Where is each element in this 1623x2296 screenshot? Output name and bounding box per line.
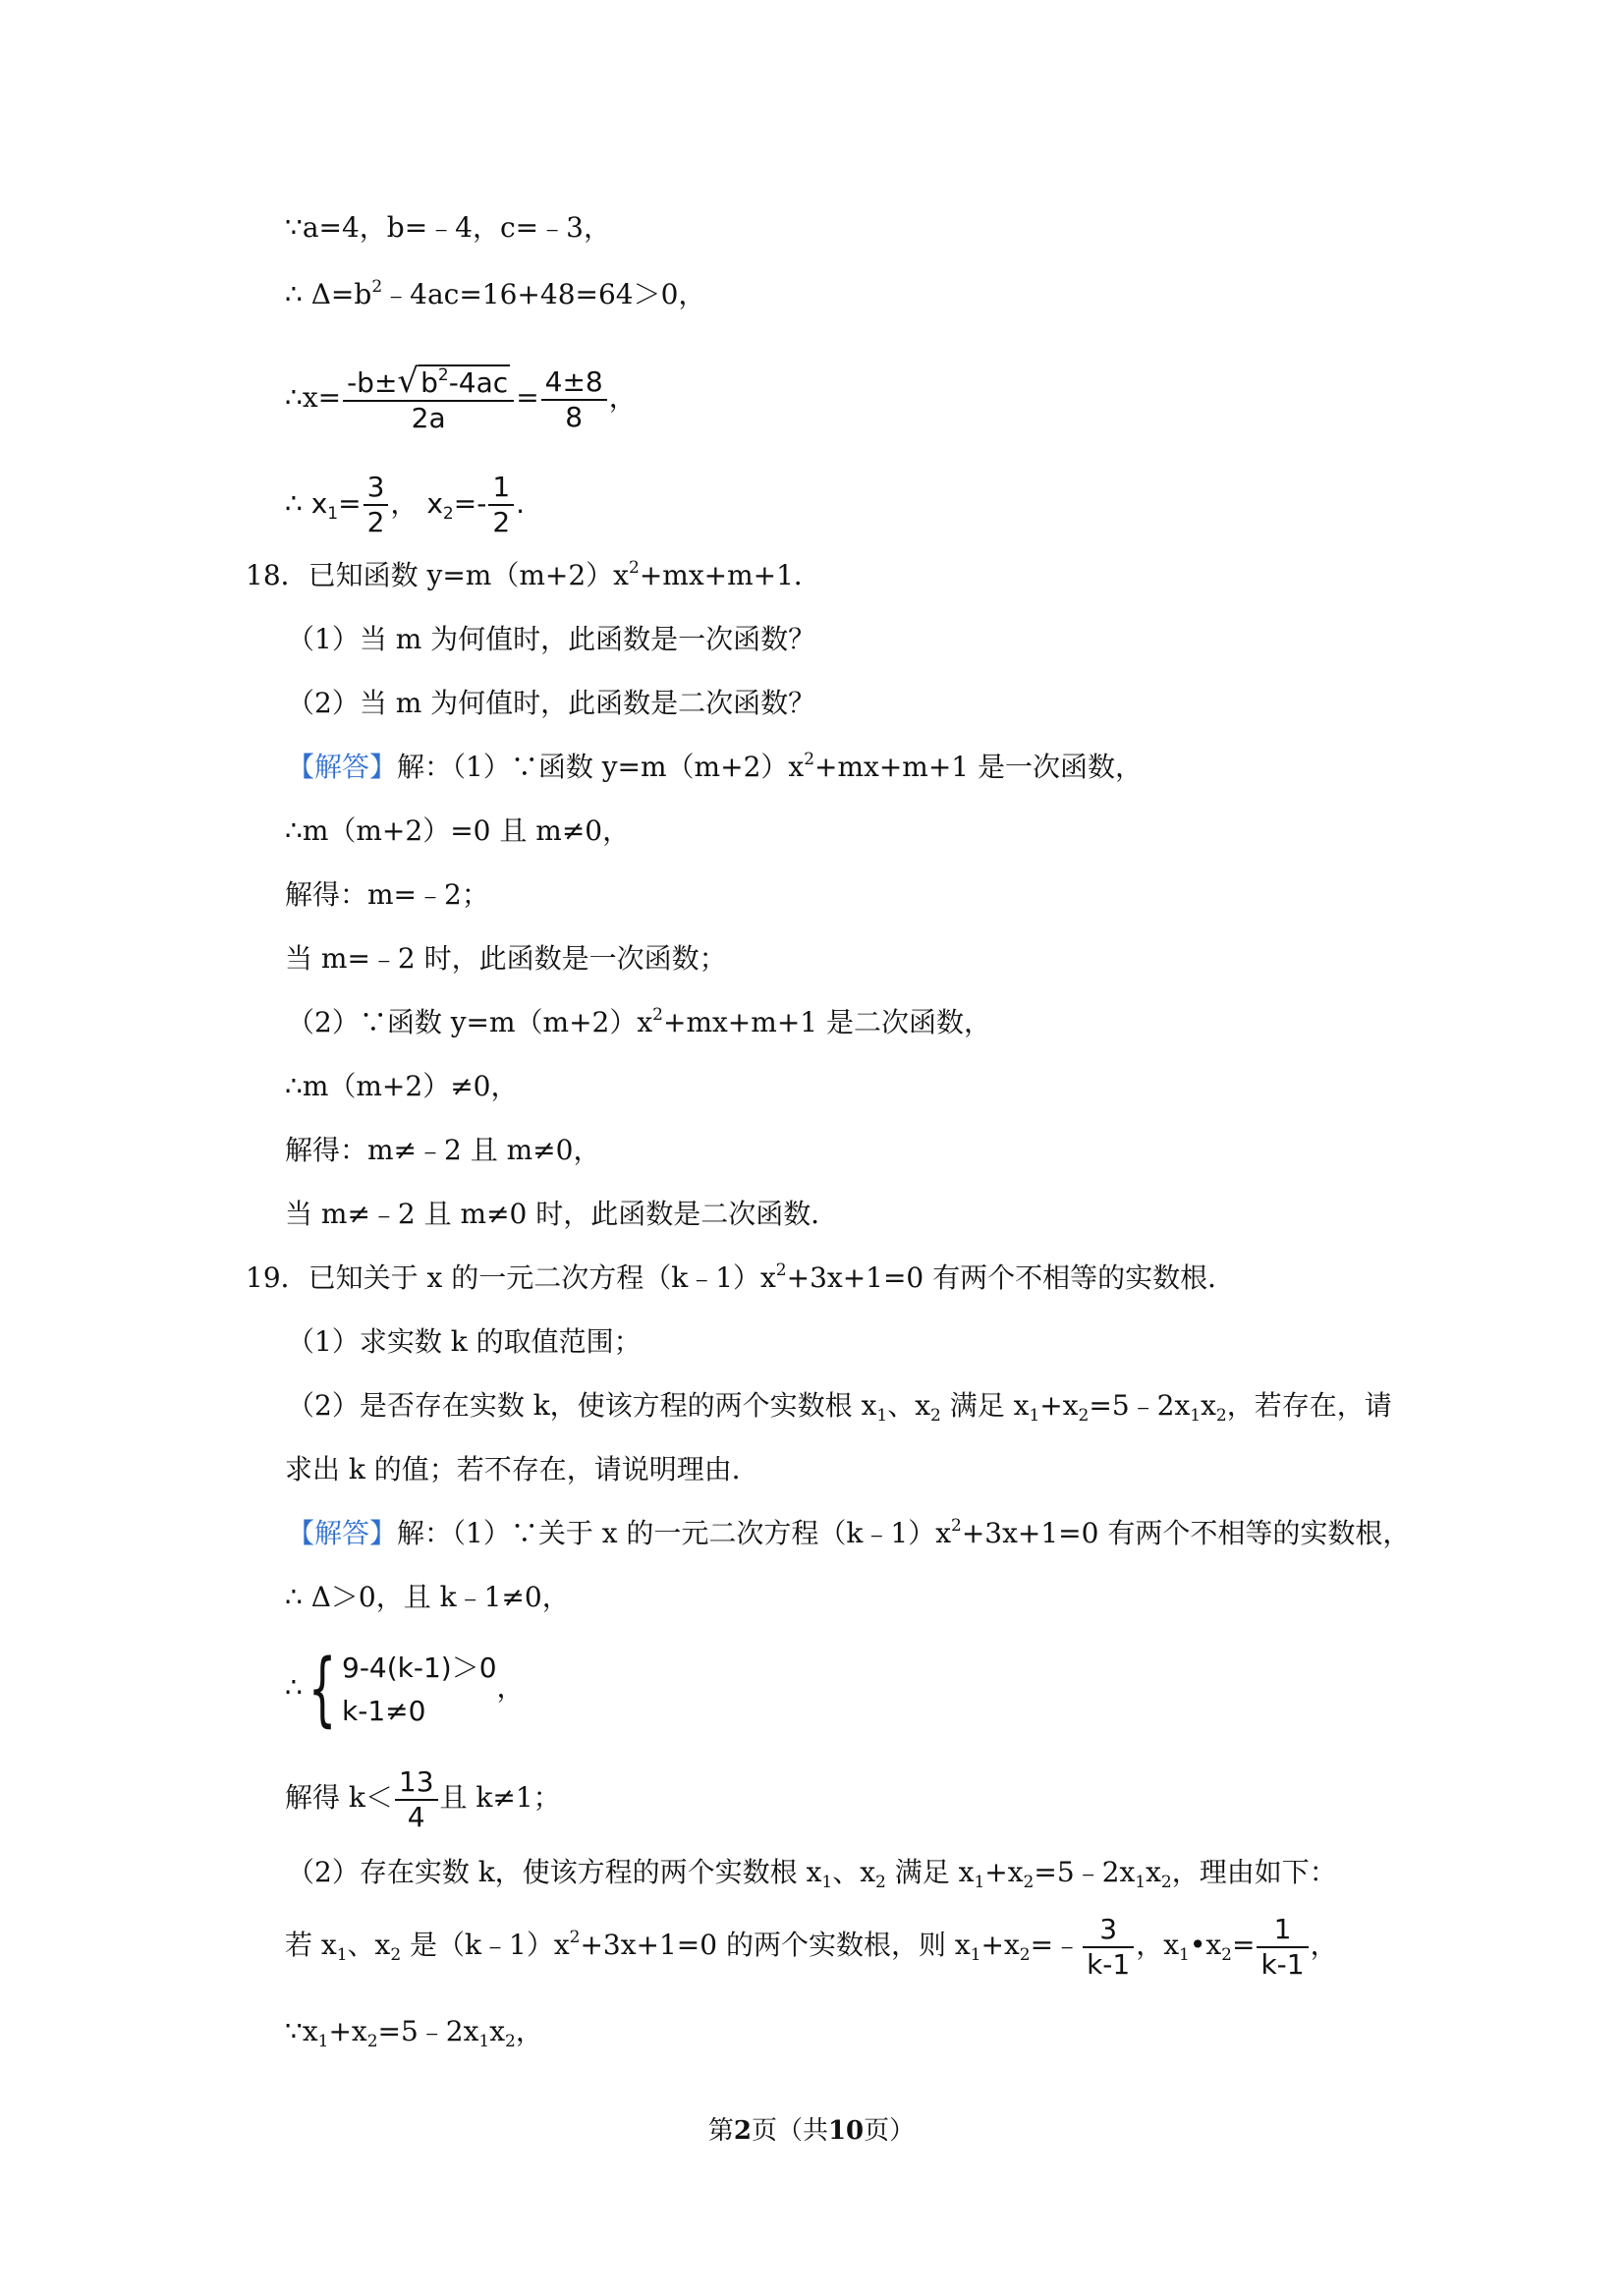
text-run: +3x+1=0 有两个不相等的实数根， <box>961 1517 1411 1549</box>
answer-18-line-5 <box>287 1003 991 1042</box>
fraction-x2 <box>488 471 514 539</box>
text-run: 解得 k＜ <box>285 1781 393 1814</box>
superscript: 2 <box>775 1260 787 1280</box>
question-19-part-2 <box>287 1386 1392 1426</box>
system-row-1: 9-4(k-1)＞0 <box>342 1651 497 1684</box>
subscript: 1 <box>317 2032 329 2051</box>
text-run: b <box>420 365 438 399</box>
text-run: （2）是否存在实数 k，使该方程的两个实数根 x <box>287 1389 877 1422</box>
superscript: 2 <box>371 277 383 297</box>
subscript: 1 <box>970 1945 981 1965</box>
text-run: 解：（1）∵函数 y=m（m+2）x <box>397 751 805 783</box>
answer-19-line-6 <box>285 1911 1338 1982</box>
fraction-value <box>541 365 607 434</box>
text-run: x <box>1146 1856 1161 1888</box>
fraction-product <box>1257 1913 1308 1982</box>
subscript: 2 <box>442 504 454 524</box>
subscript: 2 <box>1023 1873 1035 1892</box>
fraction-denominator: 8 <box>565 400 584 433</box>
fraction-numerator: 1 <box>488 471 514 506</box>
fraction-numerator: 4±8 <box>541 365 607 401</box>
answer-18-line-6: ∴m（m+2）≠0， <box>285 1070 519 1102</box>
radicand <box>419 364 510 400</box>
text-run: +3x+1=0 的两个实数根，则 x <box>580 1929 971 1961</box>
question-18-part-1: （1）当 m 为何值时，此函数是一次函数？ <box>287 623 816 655</box>
subscript: 2 <box>390 1945 402 1965</box>
text-run: 且 k≠1； <box>439 1781 561 1814</box>
question-19-stem <box>246 1259 1235 1298</box>
text-run: -4ac <box>448 365 509 399</box>
text-run: ∵x <box>285 2015 318 2047</box>
text-run: 是（k﹣1）x <box>401 1929 570 1961</box>
answer-tag: 【解答】 <box>287 1517 398 1549</box>
subscript: 2 <box>1215 1406 1227 1426</box>
text-run: = <box>516 381 539 414</box>
text-run: ， <box>608 381 637 414</box>
fraction-x1 <box>364 471 389 539</box>
text-run: =5﹣2x <box>1089 1389 1191 1422</box>
text-run: •x <box>1189 1929 1222 1961</box>
text-run: 19．已知关于 x 的一元二次方程（k﹣1）x <box>246 1261 776 1294</box>
text-run: -b± <box>347 365 398 399</box>
page-total: 10 <box>827 2116 865 2146</box>
text-run: x <box>489 2015 506 2047</box>
text-run: ∴ x <box>285 487 328 520</box>
text-run: ，若存在，请 <box>1226 1389 1392 1422</box>
text-run: （2）∵函数 y=m（m+2）x <box>287 1006 653 1038</box>
text-run: +mx+m+1 是一次函数， <box>814 751 1144 783</box>
text-run: =﹣ <box>1030 1929 1082 1961</box>
text-run: ∴ <box>285 1671 303 1704</box>
subscript: 2 <box>1019 1945 1031 1965</box>
text-run: =- <box>453 487 487 520</box>
text-run: =5﹣2x <box>377 2015 479 2047</box>
fraction-sum <box>1083 1913 1134 1982</box>
subscript: 1 <box>336 1945 348 1965</box>
text-run: 满足 x <box>885 1856 975 1888</box>
fraction-denominator: 2 <box>366 506 385 538</box>
fraction-k-bound <box>395 1765 438 1834</box>
answer-tag: 【解答】 <box>287 751 398 783</box>
fraction-denominator: k-1 <box>1087 1947 1131 1981</box>
subscript: 1 <box>1179 1945 1190 1965</box>
text-run: ，x <box>1136 1929 1180 1961</box>
text-run: 、x <box>347 1929 391 1961</box>
superscript: 2 <box>628 558 640 578</box>
page-footer <box>0 2110 1623 2147</box>
fraction-numerator: 3 <box>1083 1913 1134 1948</box>
superscript: 2 <box>437 364 449 385</box>
question-19-part-1: （1）求实数 k 的取值范围； <box>287 1325 642 1358</box>
subscript: 1 <box>327 504 339 524</box>
text-run: +mx+m+1． <box>639 559 821 591</box>
text-run: = <box>338 487 362 520</box>
text-run: +x <box>980 1929 1020 1961</box>
footer-text: 页（共 <box>751 2116 828 2146</box>
answer-19-line-2: ∴ Δ＞0，且 k﹣1≠0， <box>285 1581 570 1613</box>
question-18-stem <box>246 556 821 595</box>
text-run: ， x <box>390 487 443 520</box>
answer-18-line-3: 解得：m=﹣2； <box>285 878 489 911</box>
subscript: 2 <box>1221 1945 1232 1965</box>
line-abc-values: ∵a=4，b=﹣4，c=﹣3， <box>285 211 611 244</box>
fraction-formula <box>343 361 514 435</box>
text-run: ∴x= <box>285 381 342 414</box>
answer-19-line-1 <box>287 1514 1410 1553</box>
answer-18-line-1 <box>287 748 1143 787</box>
system-rows <box>342 1647 497 1733</box>
line-roots <box>285 470 525 539</box>
answer-18-line-4: 当 m=﹣2 时，此函数是一次函数； <box>285 942 727 975</box>
fraction-numerator <box>343 361 514 402</box>
answer-19-inequality-system <box>285 1639 525 1737</box>
text-run: 、x <box>887 1389 931 1422</box>
text-run: = <box>1231 1929 1256 1961</box>
subscript: 1 <box>974 1873 985 1892</box>
answer-18-line-2: ∴m（m+2）=0 且 m≠0， <box>285 814 631 847</box>
text-run: 18．已知函数 y=m（m+2）x <box>246 559 629 591</box>
fraction-numerator: 3 <box>364 471 389 506</box>
fraction-numerator: 13 <box>395 1765 438 1801</box>
page-number: 2 <box>733 2116 752 2146</box>
text-run: =5﹣2x <box>1034 1856 1136 1888</box>
text-run: ， <box>496 1671 525 1704</box>
subscript: 2 <box>1160 1873 1172 1892</box>
answer-19-line-4 <box>285 1764 561 1834</box>
question-18-part-2: （2）当 m 为何值时，此函数是二次函数？ <box>287 687 816 719</box>
subscript: 2 <box>366 2032 378 2051</box>
fraction-denominator: 2a <box>411 401 446 434</box>
subscript: 1 <box>1135 1873 1147 1892</box>
fraction-numerator: 1 <box>1257 1913 1308 1948</box>
fraction-denominator: 2 <box>492 506 511 538</box>
text-run: +x <box>1039 1389 1079 1422</box>
text-run: ，理由如下： <box>1171 1856 1337 1888</box>
answer-18-line-8: 当 m≠﹣2 且 m≠0 时，此函数是二次函数． <box>285 1198 839 1230</box>
footer-text: 页） <box>864 2116 916 2146</box>
superscript: 2 <box>804 750 815 769</box>
text-run: +x <box>984 1856 1024 1888</box>
superscript: 2 <box>652 1005 663 1025</box>
footer-text: 第 <box>707 2116 734 2146</box>
text-run: ， <box>515 2015 543 2047</box>
subscript: 1 <box>478 2032 490 2051</box>
subscript: 1 <box>1029 1406 1040 1426</box>
text-run: 、x <box>832 1856 876 1888</box>
subscript: 1 <box>821 1873 833 1892</box>
text-run: +3x+1=0 有两个不相等的实数根． <box>786 1261 1236 1294</box>
text-run: . <box>516 487 526 520</box>
subscript: 1 <box>876 1406 888 1426</box>
superscript: 2 <box>951 1516 962 1536</box>
text-run: ﹣4ac=16+48=64＞0， <box>382 278 706 310</box>
text-run: 满足 x <box>940 1389 1030 1422</box>
text-run: x <box>1201 1389 1216 1422</box>
text-run: ∴ Δ=b <box>285 278 372 310</box>
text-run: +mx+m+1 是二次函数， <box>663 1006 991 1038</box>
subscript: 2 <box>875 1873 886 1892</box>
subscript: 2 <box>1078 1406 1090 1426</box>
answer-18-line-7: 解得：m≠﹣2 且 m≠0， <box>285 1134 601 1166</box>
left-brace: { <box>308 1642 337 1736</box>
subscript: 1 <box>1190 1406 1202 1426</box>
line-quadratic-formula <box>285 361 637 435</box>
text-run: +x <box>328 2015 367 2047</box>
text-run: （2）存在实数 k，使该方程的两个实数根 x <box>287 1856 822 1888</box>
line-discriminant <box>285 275 705 314</box>
radical-sign: √ <box>397 361 420 401</box>
system-row-2: k-1≠0 <box>342 1694 426 1727</box>
text-run: 解：（1）∵关于 x 的一元二次方程（k﹣1）x <box>397 1517 951 1549</box>
subscript: 2 <box>505 2032 516 2051</box>
answer-19-line-7 <box>285 2012 543 2051</box>
text-run: 若 x <box>285 1929 337 1961</box>
fraction-denominator: k-1 <box>1260 1947 1305 1981</box>
text-run: ， <box>1310 1929 1338 1961</box>
answer-19-line-5 <box>287 1853 1337 1892</box>
question-19-part-2-cont: 求出 k 的值；若不存在，请说明理由． <box>285 1453 759 1485</box>
fraction-denominator: 4 <box>407 1800 425 1833</box>
superscript: 2 <box>569 1928 581 1947</box>
subscript: 2 <box>930 1406 941 1426</box>
